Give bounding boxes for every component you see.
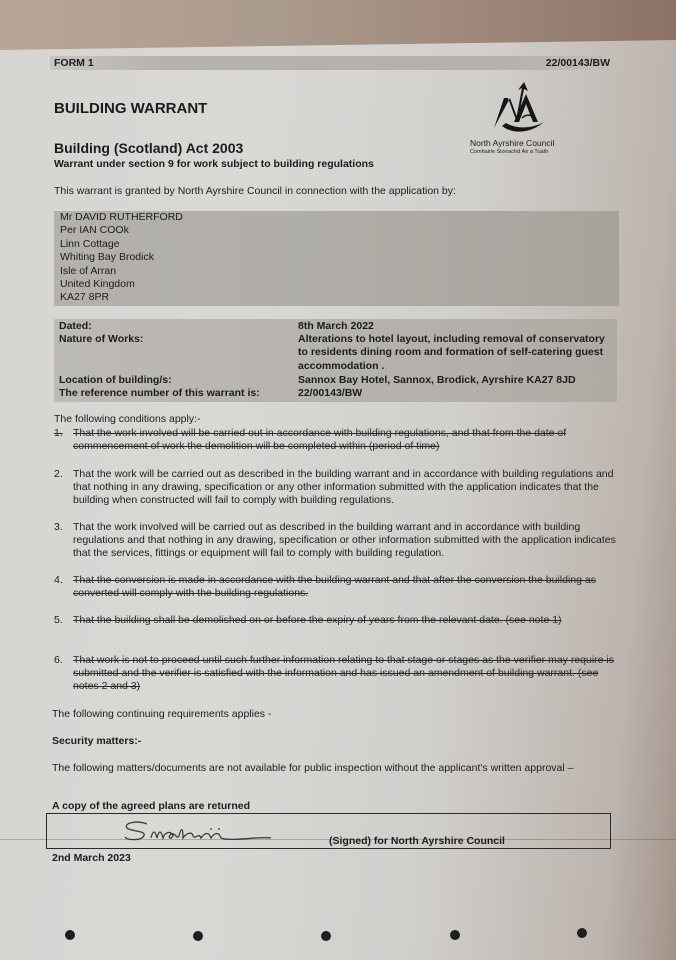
reference-label: The reference number of this warrant is: bbox=[59, 387, 260, 399]
applicant-line: Isle of Arran bbox=[60, 264, 117, 277]
condition-text: That the work involved will be carried out in accordance with building regulations, and that from the date of commencement of work the demolition will be completed within (period of time) bbox=[73, 427, 567, 452]
punch-hole-icon bbox=[65, 930, 75, 940]
conditions-heading: The following conditions apply:- bbox=[54, 413, 201, 425]
form-label: FORM 1 bbox=[54, 57, 94, 69]
condition-text: That the conversion is made in accordance with the building warrant and that after the conversion the building as converted will comply with the building regulations. bbox=[73, 574, 596, 599]
punch-hole-icon bbox=[321, 931, 331, 941]
punch-hole-icon bbox=[577, 928, 587, 938]
condition-number: 1. bbox=[54, 427, 63, 439]
warrant-details-box bbox=[54, 319, 617, 402]
applicant-line: Per IAN COOk bbox=[60, 224, 129, 237]
nature-label: Nature of Works: bbox=[59, 333, 144, 345]
dated-value: 8th March 2022 bbox=[298, 320, 374, 332]
continuing-requirements: The following continuing requirements applies - bbox=[52, 708, 272, 720]
applicant-address-box bbox=[54, 211, 619, 306]
applicant-line: United Kingdom bbox=[60, 278, 135, 291]
applicant-line: Mr DAVID RUTHERFORD bbox=[60, 211, 183, 223]
plans-returned: A copy of the agreed plans are returned bbox=[52, 800, 250, 812]
council-gaelic-name: Comhairle Siorrachd Àir a Tuath bbox=[470, 149, 549, 155]
reference-value: 22/00143/BW bbox=[298, 387, 363, 399]
signature-icon bbox=[121, 818, 321, 844]
condition-number: 6. bbox=[54, 654, 63, 666]
act-subtitle: Warrant under section 9 for work subject to building regulations bbox=[54, 158, 374, 170]
condition-text: That work is not to proceed until such further information relating to that stage or stages as the verifier may require is submitted and the verifier is satisfied with the information and has issued an amendment of building warrant. (see notes 2 and 3) bbox=[73, 654, 615, 692]
punch-hole-icon bbox=[450, 930, 460, 940]
condition-number: 5. bbox=[54, 614, 63, 626]
security-text: The following matters/documents are not available for public inspection without the applicant's written approval – bbox=[52, 762, 574, 774]
condition-text: That the building shall be demolished on or before the expiry of years from the relevant date. (see note 1) bbox=[73, 614, 562, 626]
council-name: North Ayrshire Council bbox=[470, 138, 555, 148]
issue-date: 2nd March 2023 bbox=[52, 852, 131, 864]
location-label: Location of building/s: bbox=[59, 374, 172, 386]
signature-box bbox=[46, 813, 611, 849]
signed-label: (Signed) for North Ayrshire Council bbox=[329, 835, 505, 847]
intro-text: This warrant is granted by North Ayrshire Council in connection with the application by: bbox=[54, 185, 456, 197]
north-ayrshire-council-logo-icon bbox=[488, 82, 550, 136]
condition-text: That the work will be carried out as described in the building warrant and in accordance with building regulations and that nothing in any drawing, specification or any other information submitted with the application indicates that the building when constructed will fail to comply with building regulations. bbox=[73, 468, 614, 506]
applicant-line: Whiting Bay Brodick bbox=[60, 251, 154, 264]
act-title: Building (Scotland) Act 2003 bbox=[54, 140, 244, 156]
security-heading: Security matters:- bbox=[52, 735, 142, 747]
location-value: Sannox Bay Hotel, Sannox, Brodick, Ayrshire KA27 8JD bbox=[298, 374, 576, 386]
reference-number-top: 22/00143/BW bbox=[545, 57, 610, 69]
page-title: BUILDING WARRANT bbox=[54, 100, 208, 117]
form-header-bar bbox=[50, 56, 616, 70]
condition-number: 3. bbox=[54, 521, 63, 533]
applicant-line: KA27 8PR bbox=[60, 291, 110, 304]
condition-number: 4. bbox=[54, 574, 63, 586]
nature-value: Alterations to hotel layout, including removal of conservatory to residents dining room and formation of self-catering guest accommodation . bbox=[298, 333, 605, 372]
condition-text: That the work involved will be carried out as described in the building warrant and in accordance with building regulations and that nothing in any drawing, specification or other information submitted with the application indicates that the services, fittings or equipment will fail to comply with building regulation. bbox=[73, 521, 616, 559]
applicant-line: Linn Cottage bbox=[60, 237, 120, 250]
punch-hole-icon bbox=[193, 931, 203, 941]
condition-number: 2. bbox=[54, 468, 63, 480]
council-logo bbox=[468, 82, 568, 162]
dated-label: Dated: bbox=[59, 320, 92, 332]
